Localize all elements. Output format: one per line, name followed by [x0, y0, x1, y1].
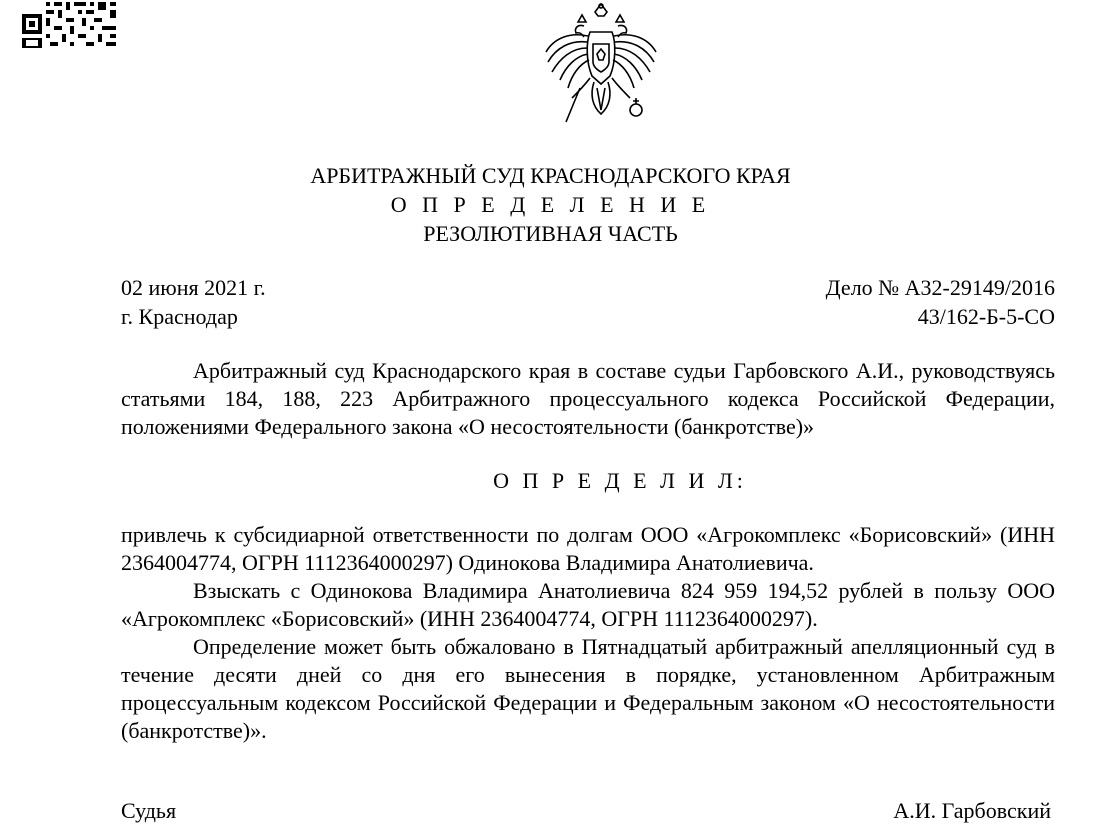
- document-date: 02 июня 2021 г.: [121, 275, 266, 300]
- document-part: РЕЗОЛЮТИВНАЯ ЧАСТЬ: [423, 221, 678, 246]
- qr-code-icon: [20, 0, 120, 50]
- decision-paragraph-2: Взыскать с Одинокова Владимира Анатолиевича 824 959 194,52 рублей в пользу ООО «Агрокомплекс «Борисовский» (ИНН 2364004774, ОГРН 1112364000297).: [121, 578, 1055, 631]
- court-title: АРБИТРАЖНЫЙ СУД КРАСНОДАРСКОГО КРАЯ: [310, 163, 791, 188]
- intro-paragraph: Арбитражный суд Краснодарского края в составе судьи Гарбовского А.И., руководствуясь статьями 184, 188, 223 Арбитражного процессуального кодекса Российской Федерации, положениями Федерального закона «О несостоятельности (банкротстве)»: [121, 358, 1055, 439]
- case-number: Дело № А32-29149/2016: [825, 275, 1055, 300]
- case-number-block: [826, 273, 1055, 331]
- signature-role: Судья: [121, 798, 177, 823]
- document-type: О П Р Е Д Е Л Е Н И Е: [390, 192, 711, 217]
- sub-case-number: 43/162-Б-5-СО: [917, 304, 1055, 329]
- resolved-heading: О П Р Е Д Е Л И Л:: [493, 468, 747, 493]
- date-place-block: [121, 273, 266, 331]
- russian-coat-of-arms-icon: [540, 2, 662, 128]
- document-city: г. Краснодар: [121, 304, 238, 329]
- signature-name: А.И. Гарбовский: [893, 798, 1051, 823]
- decision-paragraph-1: привлечь к субсидиарной ответственности по долгам ООО «Агрокомплекс «Борисовский» (ИНН 2364004774, ОГРН 1112364000297) Одинокова Владимира Анатолиевича.: [121, 522, 1055, 575]
- appeal-paragraph: Определение может быть обжаловано в Пятнадцатый арбитражный апелляционный суд в течение десяти дней со дня его вынесения в порядке, установленном Арбитражным процессуальным кодексом Российской Федерации и Федеральным законом «О несостоятельности (банкротстве)».: [121, 634, 1055, 743]
